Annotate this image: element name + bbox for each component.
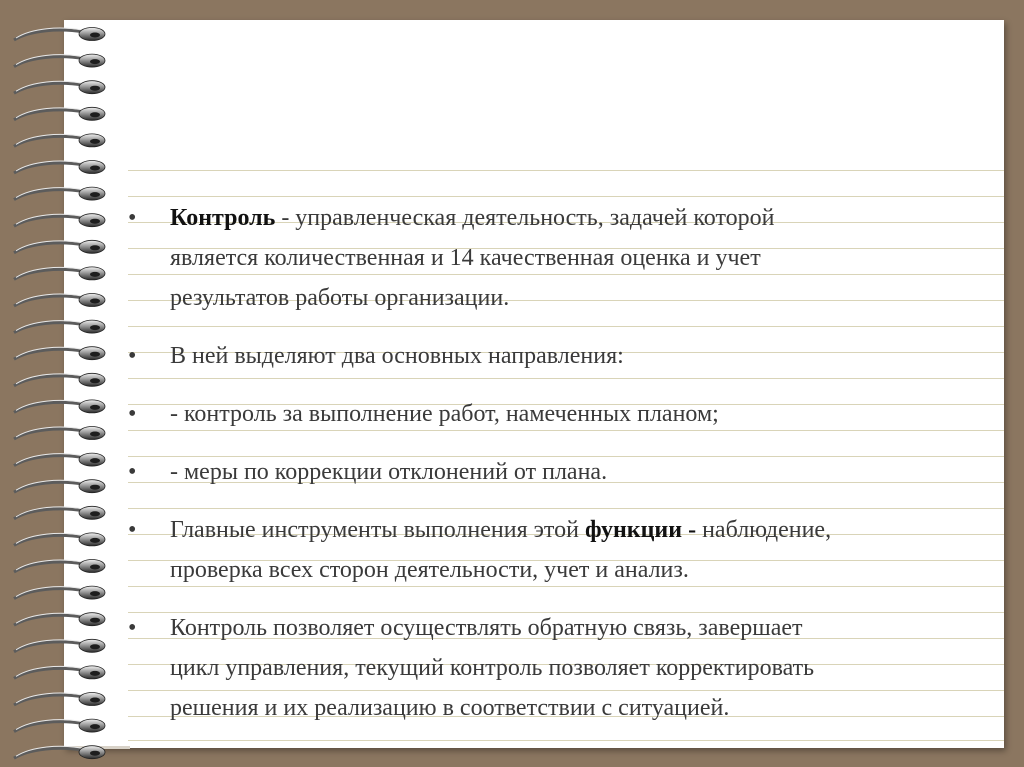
bullet: • (128, 205, 137, 231)
item-text: цикл управления, текущий контроль позволяет корректировать (170, 655, 815, 681)
item-text: Контроль позволяет осуществлять обратную связь, завершает (170, 615, 803, 641)
list-item (128, 510, 988, 590)
list-item (128, 608, 988, 728)
bullet: • (128, 615, 137, 641)
item-text: результатов работы организации. (170, 285, 510, 311)
item-text: - меры по коррекции отклонений от плана. (170, 459, 608, 485)
bullet: • (128, 401, 137, 427)
item-text: Главные инструменты выполнения этой (170, 517, 585, 543)
item-text: наблюдение, (696, 517, 832, 543)
item-text: проверка всех сторон деятельности, учет и анализ. (170, 557, 689, 583)
term-bold: функции - (584, 517, 697, 543)
item-text: решения и их реализацию в соответствии с ситуацией. (170, 695, 730, 721)
item-text: является количественная и 14 качественная оценка и учет (170, 245, 761, 271)
term-bold: Контроль (170, 205, 276, 231)
bullet: • (128, 343, 137, 369)
list-item (128, 452, 988, 492)
bullet: • (128, 517, 137, 543)
item-text: - управленческая деятельность, задачей которой (275, 205, 775, 231)
spiral-binding-icon (0, 0, 130, 767)
list-item (128, 394, 988, 434)
list-item (128, 198, 988, 318)
list-item (128, 336, 988, 376)
item-text: В ней выделяют два основных направления: (170, 343, 624, 369)
bullet: • (128, 459, 137, 485)
slide-content (128, 198, 988, 728)
item-text: - контроль за выполнение работ, намеченных планом; (170, 401, 719, 427)
